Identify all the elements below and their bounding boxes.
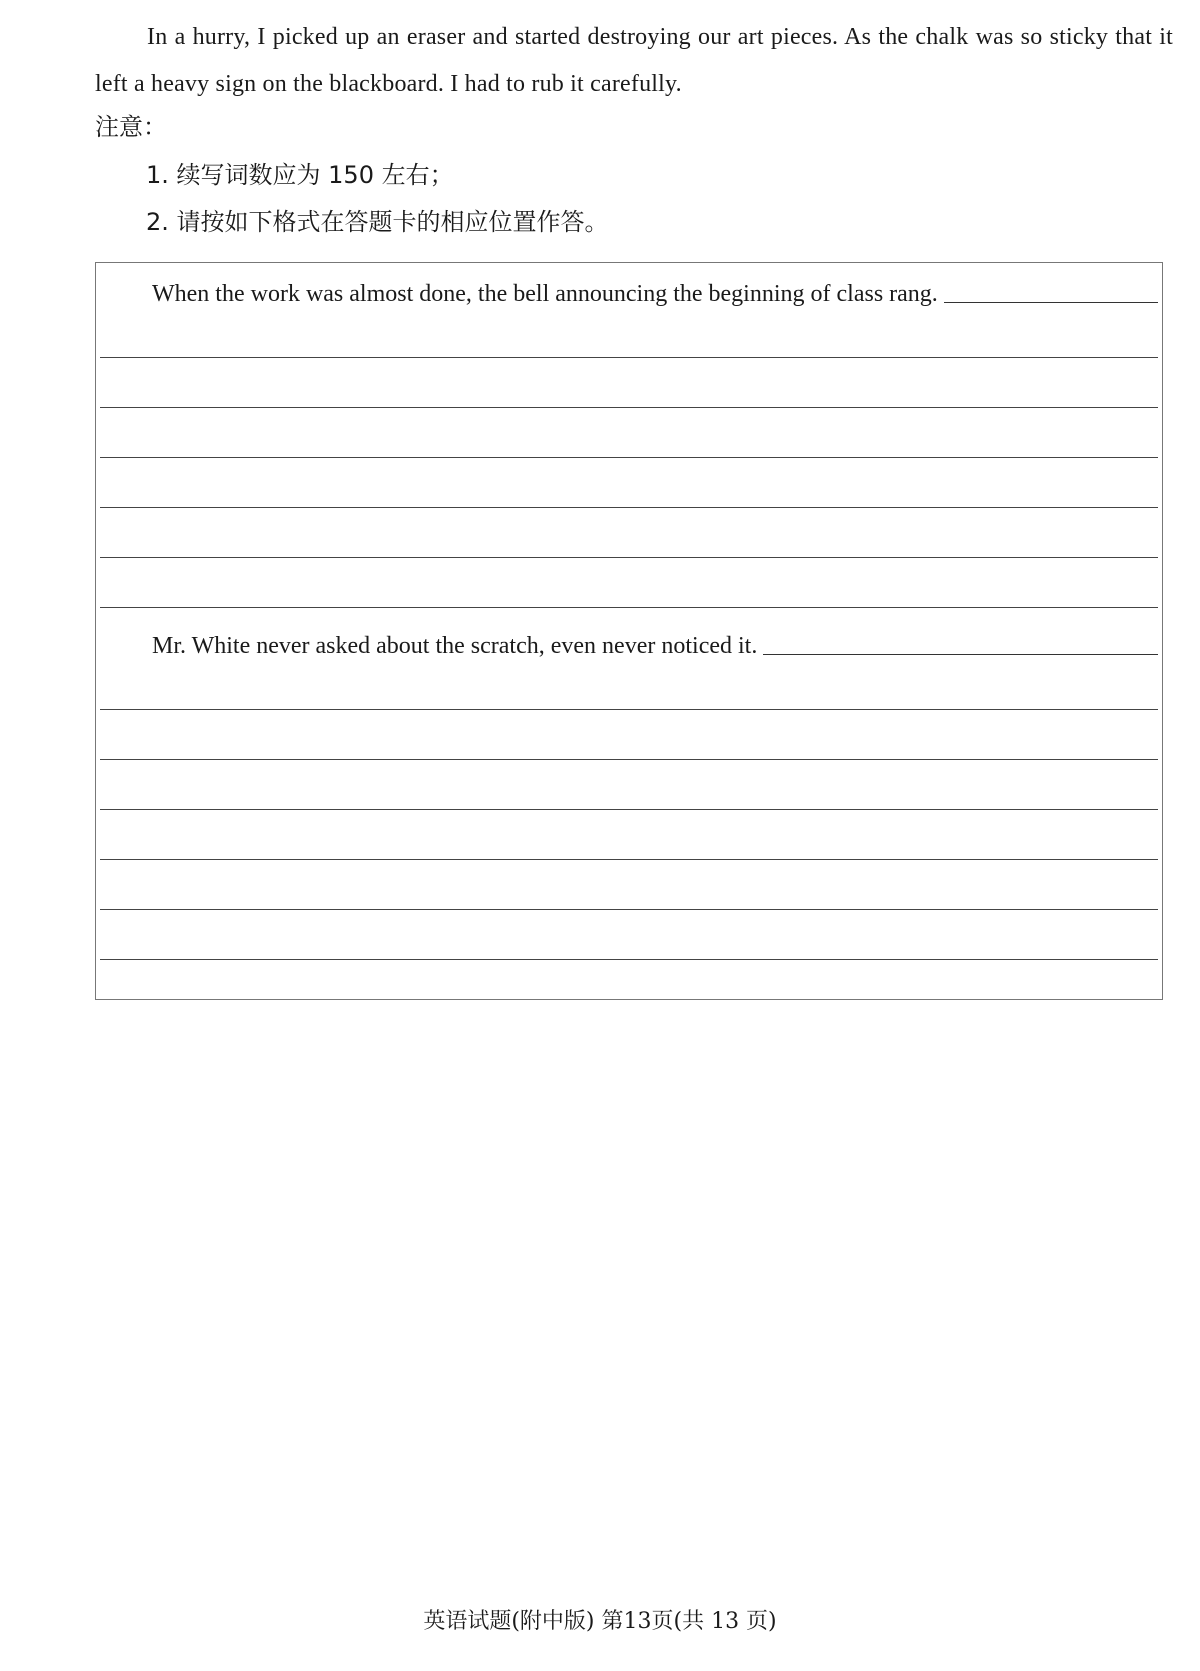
answer-box	[95, 262, 1163, 1000]
writing-line[interactable]	[100, 709, 1158, 710]
writing-line[interactable]	[100, 909, 1158, 910]
writing-line[interactable]	[100, 859, 1158, 860]
writing-line[interactable]	[100, 607, 1158, 608]
page-footer: 英语试题(附中版) 第13页(共 13 页)	[423, 1609, 777, 1634]
prompt-line-2	[96, 621, 1162, 661]
writing-line[interactable]	[100, 507, 1158, 508]
writing-line[interactable]	[100, 959, 1158, 960]
writing-line[interactable]	[100, 457, 1158, 458]
prompt-1: When the work was almost done, the bell announcing the beginning of class rang.	[152, 281, 938, 307]
prompt-2-blank[interactable]	[763, 653, 1158, 655]
writing-line[interactable]	[100, 759, 1158, 760]
notes-heading: 注意：	[95, 113, 167, 141]
writing-line[interactable]	[100, 407, 1158, 408]
writing-line[interactable]	[100, 809, 1158, 810]
writing-line[interactable]	[100, 357, 1158, 358]
note-item-1: 1. 续写词数应为 150 左右；	[146, 161, 454, 189]
passage-text: In a hurry, I picked up an eraser and started destroying our art pieces. As the chalk was so sticky that it left a heavy sign on the blackboard. I had to rub it carefully.	[95, 24, 1173, 97]
passage-paragraph	[95, 14, 1173, 108]
note-item-2: 2. 请按如下格式在答题卡的相应位置作答。	[146, 208, 609, 236]
prompt-2: Mr. White never asked about the scratch, even never noticed it.	[152, 633, 758, 659]
prompt-1-blank[interactable]	[944, 301, 1158, 303]
prompt-line-1	[96, 269, 1162, 309]
writing-line[interactable]	[100, 557, 1158, 558]
